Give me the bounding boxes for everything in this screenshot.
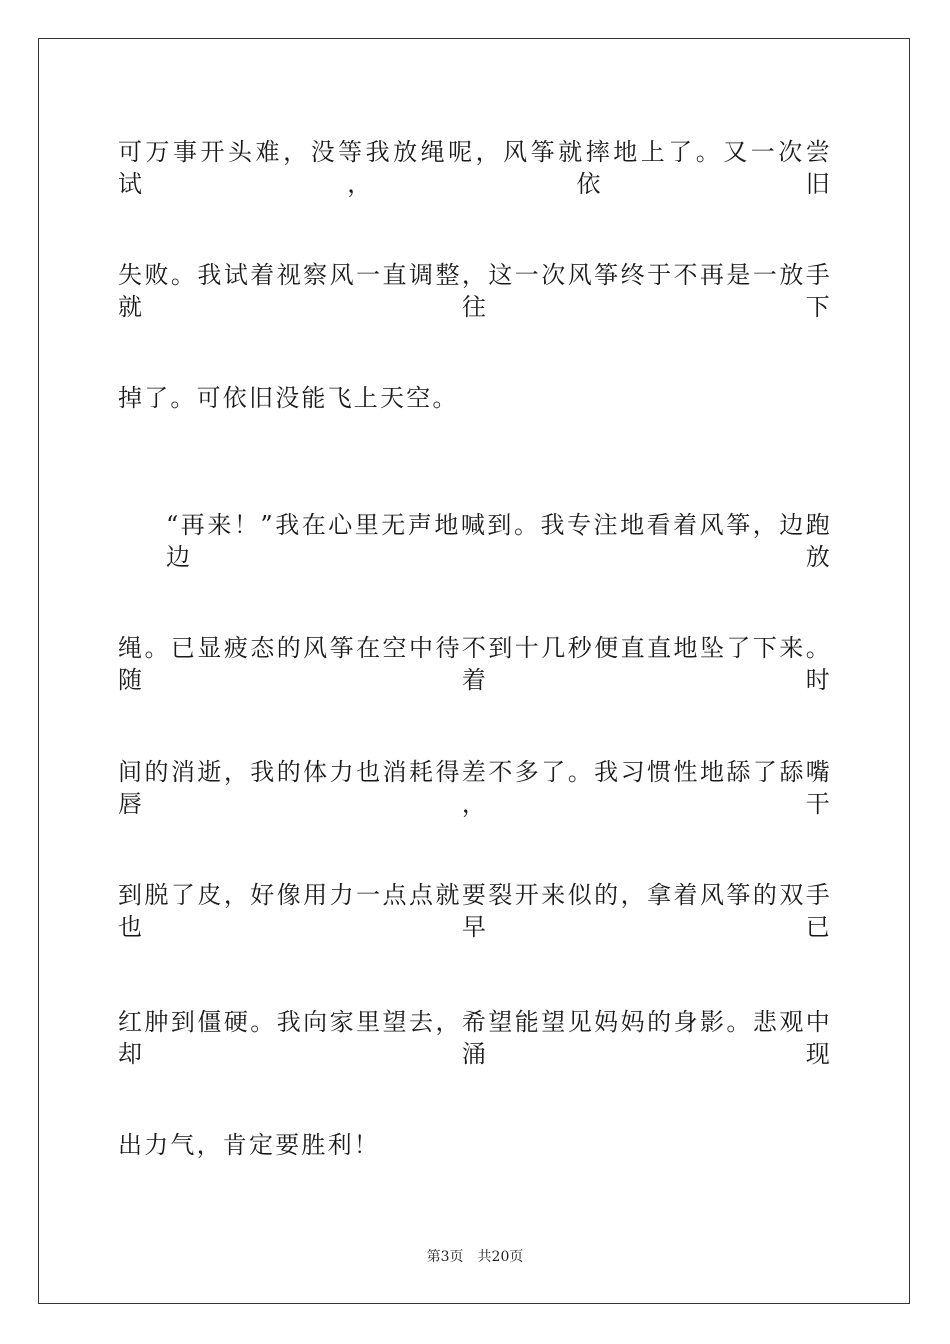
text-line-1: 可万事开头难，没等我放绳呢，风筝就摔地上了。又一次尝试，依旧 — [118, 138, 832, 198]
page-footer — [0, 1248, 950, 1266]
text-line-7: 到脱了皮，好像用力一点点就要裂开来似的，拿着风筝的双手也早已 — [118, 881, 832, 941]
text-line-4: “再来！”我在心里无声地喊到。我专注地看着风筝，边跑边放 — [166, 511, 832, 571]
text-line-9: 出力气，肯定要胜利！ — [118, 1131, 380, 1159]
text-line-5: 绳。已显疲态的风筝在空中待不到十几秒便直直地坠了下来。随着时 — [118, 634, 832, 694]
text-line-2: 失败。我试着视察风一直调整，这一次风筝终于不再是一放手就往下 — [118, 261, 832, 321]
text-line-8: 红肿到僵硬。我向家里望去，希望能望见妈妈的身影。悲观中却涌现 — [118, 1008, 832, 1068]
page-number: 第3页 — [426, 1249, 464, 1265]
text-line-3: 掉了。可依旧没能飞上天空。 — [118, 384, 459, 412]
page-total: 共20页 — [477, 1249, 524, 1265]
text-line-6: 间的消逝，我的体力也消耗得差不多了。我习惯性地舔了舔嘴唇，干 — [118, 758, 832, 818]
